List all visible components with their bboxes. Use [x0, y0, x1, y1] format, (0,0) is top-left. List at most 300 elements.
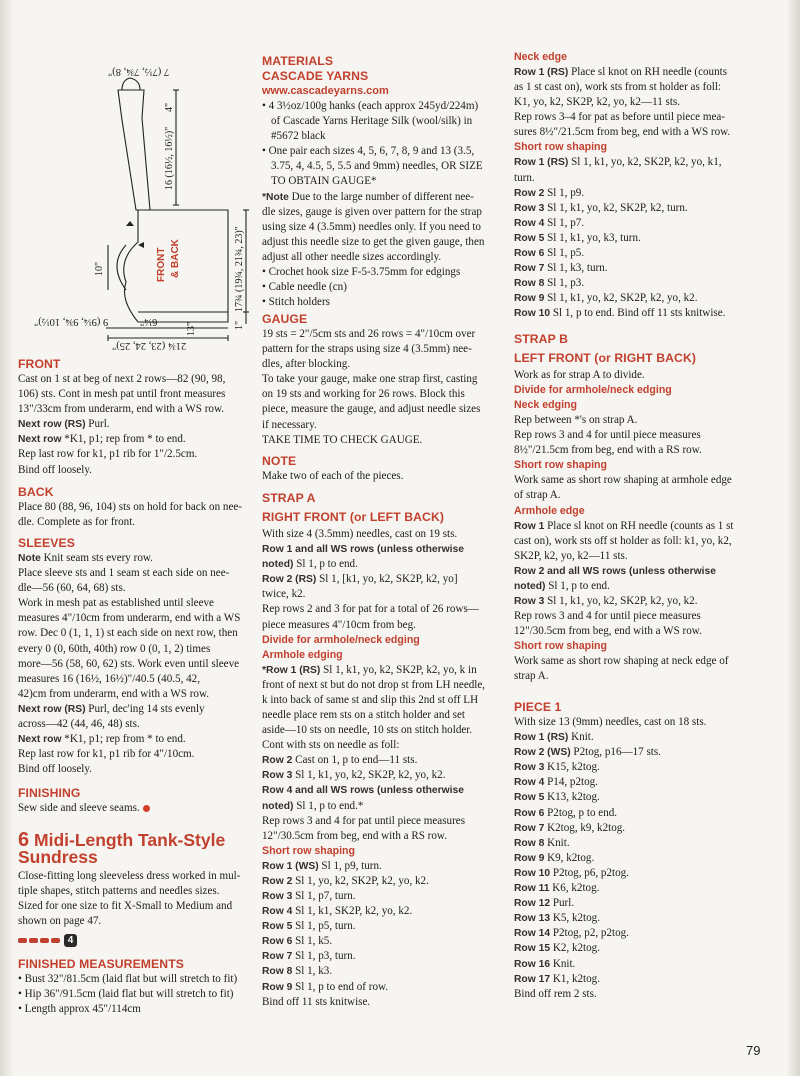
- text-line: of strap A.: [514, 489, 561, 502]
- measurement-item: • Bust 32"/81.5cm (laid flat but will stretch to fit): [18, 973, 238, 985]
- measurement-item: • Hip 36"/91.5cm (laid flat but will stretch to fit): [18, 988, 234, 1001]
- row-label: Row 8: [262, 966, 293, 978]
- row-label: Next row (RS): [18, 703, 86, 715]
- subheading-divide: Divide for armhole/neck edging: [262, 633, 420, 646]
- text-line: • Stitch holders: [262, 296, 330, 309]
- text-line: measures 16 (16½, 16½)"/40.5 (40.5, 42,: [18, 672, 201, 685]
- row-text: Place sl knot on RH needle (counts as 1 st: [544, 519, 734, 532]
- row-line: [514, 926, 752, 941]
- row-label: Row 7: [514, 263, 545, 275]
- text-line: every 0 (0, 60th, 40th) row 0 (0, 1, 2) times: [18, 642, 211, 655]
- heading-note: NOTE: [262, 454, 297, 468]
- heading-left-front: LEFT FRONT (or RIGHT BACK): [514, 351, 697, 365]
- row-line: [262, 557, 500, 572]
- row-line: [262, 874, 500, 889]
- dim-sleeve: 16 (16½, 16½)": [164, 126, 175, 190]
- text-line: #5672 black: [271, 130, 326, 143]
- text-line: To take your gauge, make one strap first, casting: [262, 373, 478, 386]
- row-label: Row 2 (WS): [514, 747, 571, 759]
- text-line: adjust all other needle sizes accordingly.: [262, 250, 442, 263]
- note-line: [262, 190, 500, 205]
- row-text: K1, k2tog.: [550, 972, 600, 985]
- skill-bar-icon: [40, 938, 49, 943]
- text-line: dle. Complete as for front.: [18, 516, 136, 529]
- row-text: K15, k2tog.: [544, 761, 600, 774]
- text-line: sures 8½"/21.5cm from beg, end with a WS row.: [514, 126, 731, 139]
- row-line: [514, 216, 752, 231]
- row-text: Sl 1, yo, k2, SK2P, k2, yo, k2.: [292, 874, 429, 887]
- text-line: dle—56 (60, 64, 68) sts.: [18, 582, 126, 595]
- skill-bar-icon: [29, 938, 38, 943]
- label-front: FRONT: [156, 247, 167, 282]
- heading-materials: MATERIALS: [262, 54, 334, 68]
- text-line: • Crochet hook size F-5-3.75mm for edgings: [262, 266, 461, 279]
- row-line: [514, 519, 752, 534]
- row-line: [262, 663, 500, 678]
- row-line: [514, 896, 752, 911]
- text-line: dles, after blocking.: [262, 358, 351, 371]
- text-line: Work in mesh pat as established until sleeve: [18, 597, 214, 610]
- section-neck-edge: [514, 50, 752, 322]
- text-line: Work same as short row shaping at neck edge of: [514, 655, 729, 668]
- row-label: Row 5: [262, 921, 293, 933]
- page-number: 79: [746, 1043, 761, 1058]
- row-label: Row 4: [514, 777, 545, 789]
- note-label: Note: [18, 553, 41, 564]
- dim-sleeve-top: 4": [164, 102, 175, 112]
- row-text: Knit.: [544, 836, 570, 849]
- row-line: [514, 760, 752, 775]
- text-line: twice, k2.: [262, 588, 306, 601]
- row-text: Sl 1, k1, yo, k2, SK2P, k2, yo, k2.: [544, 292, 698, 305]
- row-text: Sl 1, k1, yo, k2, SK2P, k2, yo, k2.: [292, 769, 446, 782]
- row-label: Row 2 (RS): [262, 574, 317, 586]
- row-text: Sl 1, p to end of row.: [292, 980, 389, 993]
- row-line: [514, 790, 752, 805]
- row-text: Knit.: [568, 731, 594, 744]
- row-line: [514, 730, 752, 745]
- row-text: Sl 1, k3.: [292, 965, 333, 978]
- row-line: [514, 261, 752, 276]
- row-line: [262, 934, 500, 949]
- row-label: Row 16: [514, 958, 551, 970]
- row-line: [262, 799, 500, 814]
- section-strap-a: [262, 489, 500, 1010]
- dim-top: 7 (7½, 7¾, 8)": [108, 66, 170, 77]
- text-line: row. Dec 0 (1, 1, 1) st each side on next row, then: [18, 627, 238, 640]
- row-label: Row 4 and all WS rows (unless otherwise: [262, 785, 464, 797]
- section-strap-b: [514, 330, 752, 685]
- text-line: Rep rows 3 and 4 for until piece measures: [514, 429, 701, 442]
- heading-right-front: RIGHT FRONT (or LEFT BACK): [262, 510, 445, 524]
- row-text: K2tog, k9, k2tog.: [544, 821, 626, 834]
- text-line: front of next st but do not drop st from LH needle,: [262, 678, 486, 691]
- subheading-short-row: Short row shaping: [262, 844, 355, 857]
- section-finishing: [18, 786, 256, 816]
- row-text: Sl 1, p5.: [544, 247, 585, 260]
- row-text: Purl.: [85, 418, 110, 431]
- row-line: [514, 579, 752, 594]
- row-label: Row 12: [514, 898, 551, 910]
- text-line: as 1 st cast on), work sts from st holder as foll:: [514, 81, 722, 94]
- row-label: noted): [262, 800, 294, 812]
- row-label: Row 1 (RS): [514, 157, 569, 169]
- row-label: Row 2: [262, 875, 293, 887]
- skill-bar-icon: [18, 938, 27, 943]
- section-note: [262, 454, 500, 484]
- row-text: Sl 1, p5, turn.: [292, 920, 356, 933]
- page-edge-right: [786, 0, 800, 1076]
- row-line: [514, 881, 752, 896]
- row-text: Sl 1, p7.: [544, 216, 585, 229]
- front-text: [18, 372, 256, 478]
- heading-back: BACK: [18, 485, 54, 499]
- text-line: piece measures 4"/10cm from beg.: [262, 618, 416, 631]
- measurement-text: Length approx 45"/114cm: [24, 1003, 141, 1016]
- dim-body: 17¾ (19¾, 21¾, 23)": [234, 226, 245, 312]
- row-label: Row 9: [514, 293, 545, 305]
- row-line: [262, 753, 500, 768]
- row-label: Row 5: [514, 792, 545, 804]
- row-line: [514, 775, 752, 790]
- row-text: Sl 1, k1, yo, k3, turn.: [544, 231, 641, 244]
- row-line: [514, 291, 752, 306]
- heading-yarn-brand: CASCADE YARNS: [262, 69, 369, 83]
- row-text: Cast on 1, p to end—11 sts.: [292, 754, 418, 767]
- row-text: *K1, p1; rep from * to end.: [61, 733, 186, 746]
- text-line: more—56 (58, 60, 62) sts. Work even until sleeve: [18, 657, 240, 670]
- row-line: [514, 836, 752, 851]
- short-row-list: [514, 186, 752, 322]
- note-text: Knit seam sts every row.: [40, 552, 153, 564]
- row-label: Next row (RS): [18, 419, 86, 431]
- short-row-list: [262, 859, 500, 995]
- row-text: Purl, dec'ing 14 sts evenly: [85, 702, 205, 715]
- section-gauge: [262, 312, 500, 448]
- text-line: • 4 3½oz/100g hanks (each approx 245yd/224m): [262, 100, 479, 112]
- text-line: across—42 (44, 46, 48) sts.: [18, 718, 140, 731]
- text-line: Rep rows 3–4 for pat as before until piece mea-: [514, 111, 726, 124]
- note-label: *Note: [262, 191, 289, 203]
- text-line: Bind off rem 2 sts.: [514, 987, 597, 1000]
- row-line: [514, 972, 752, 987]
- row-text: Sl 1, p7, turn.: [292, 889, 356, 902]
- section-sleeves: [18, 536, 256, 777]
- finishing-text: Sew side and sleeve seams.: [18, 802, 140, 814]
- row-label: Row 1 (WS): [262, 860, 319, 872]
- row-label: *Row 1 (RS): [262, 664, 321, 676]
- dim-bottom-left: 9 (9¼, 9¾, 10½)": [34, 316, 109, 327]
- row-text: K13, k2tog.: [544, 791, 600, 804]
- row-label: Row 5: [514, 232, 545, 244]
- section-measurements: [18, 957, 256, 1017]
- finishing-line: [18, 801, 256, 816]
- section-back: [18, 485, 256, 530]
- text-line: shown on page 47.: [18, 915, 102, 928]
- text-line: tiple shapes, stitch patterns and needles sizes.: [18, 885, 220, 898]
- row-label: Row 1 (RS): [514, 732, 569, 744]
- project-title-line-2: Sundress: [18, 849, 98, 866]
- row-label: Row 3: [514, 762, 545, 774]
- note-text: Due to the large number of different nee-: [288, 190, 474, 203]
- row-line: [262, 964, 500, 979]
- project-number: 6: [18, 832, 30, 849]
- row-label: Row 11: [514, 883, 550, 895]
- project-header: [18, 832, 256, 947]
- row-text: Sl 1, p to end.*: [293, 799, 364, 812]
- row-text: Sl 1, p3.: [544, 277, 585, 290]
- text-line: Rep last row for k1, p1 rib for 4"/10cm.: [18, 748, 195, 761]
- row-line: [262, 859, 500, 874]
- row-text: P2tog, p to end.: [544, 806, 618, 819]
- text-line: k into back of same st and slip this 2nd st off LH: [262, 693, 479, 706]
- row-line: [18, 702, 256, 717]
- row-line: [18, 732, 256, 747]
- piece-row-list: [514, 730, 752, 987]
- text-line: K1, yo, k2, SK2P, k2, yo, k2—11 sts.: [514, 96, 681, 109]
- measurement-item: • Length approx 45"/114cm: [18, 1003, 141, 1016]
- row-line: [262, 572, 500, 587]
- dim-rib: 1": [234, 320, 245, 330]
- dim-armhole: 10": [94, 261, 105, 276]
- row-line: [262, 919, 500, 934]
- row-label: Row 14: [514, 928, 551, 940]
- label-back: & BACK: [170, 239, 181, 278]
- row-label: Row 6: [262, 936, 293, 948]
- text-line: Rep rows 2 and 3 for pat for a total of 26 rows—: [262, 603, 479, 616]
- row-text: Sl 1, k1, yo, k2, SK2P, k2, yo, k in: [320, 663, 477, 676]
- row-text: Sl 1, p3, turn.: [292, 950, 356, 963]
- row-label: Next row: [18, 434, 62, 446]
- row-label: Row 10: [514, 867, 551, 879]
- heading-sleeves: SLEEVES: [18, 536, 75, 550]
- text-line: 12"/30.5cm from beg, end with a WS row.: [514, 625, 702, 638]
- text-line: cast on), work sts off st holder as foll: k1, yo, k2,: [514, 534, 732, 547]
- text-line: 19 sts = 2"/5cm sts and 26 rows = 4"/10cm over: [262, 328, 476, 340]
- text-line: TAKE TIME TO CHECK GAUGE.: [262, 433, 423, 446]
- row-text: P2tog, p6, p2tog.: [550, 866, 629, 879]
- subheading-divide: Divide for armhole/neck edging: [514, 384, 672, 397]
- text-line: pattern for the straps using size 4 (3.5mm) nee-: [262, 343, 472, 356]
- yarn-url: www.cascadeyarns.com: [262, 85, 389, 97]
- text-line: With size 13 (9mm) needles, cast on 18 sts.: [514, 716, 707, 728]
- row-line: [514, 306, 752, 321]
- row-text: Sl 1, k5.: [292, 935, 333, 948]
- row-text: Sl 1, [k1, yo, k2, SK2P, k2, yo]: [316, 573, 458, 586]
- row-line: [514, 594, 752, 609]
- text-line: Bind off loosely.: [18, 463, 92, 476]
- row-line: [262, 949, 500, 964]
- text-line: strap A.: [514, 670, 549, 683]
- row-line: [514, 806, 752, 821]
- row-text: Sl 1, p to end. Bind off 11 sts knitwise.: [550, 307, 726, 320]
- row-line: [262, 980, 500, 995]
- text-line: Work same as short row shaping at armhole edge: [514, 474, 732, 487]
- text-line: Close-fitting long sleeveless dress worked in mul-: [18, 870, 241, 882]
- text-line: if necessary.: [262, 418, 317, 431]
- row-text: Sl 1, p9, turn.: [318, 859, 382, 872]
- text-line: Cont with sts on needle as foll:: [262, 739, 400, 752]
- text-line: 13"/33cm from underarm, end with a WS row.: [18, 403, 225, 416]
- text-line: Sized for one size to fit X-Small to Medium and: [18, 900, 233, 913]
- row-text: Sl 1, p9.: [544, 186, 585, 199]
- dim-bottom-right: 13": [186, 321, 197, 336]
- text-line: TO OBTAIN GAUGE*: [271, 175, 377, 188]
- dim-bottom-mid: 6¼": [140, 316, 158, 327]
- text-line: • Cable needle (cn): [262, 281, 347, 294]
- page-gutter-left: [0, 0, 14, 1076]
- row-text: Sl 1, p to end.: [545, 579, 610, 592]
- text-line: Rep last row for k1, p1 rib for 1"/2.5cm.: [18, 448, 198, 461]
- subheading-short-row: Short row shaping: [514, 459, 607, 472]
- row-line: [514, 821, 752, 836]
- row-line: [18, 417, 256, 432]
- text-line: Place sleeve sts and 1 seam st each side on nee-: [18, 567, 230, 580]
- note-line: [18, 551, 256, 566]
- text-line: using size 4 (3.5mm) needles only. If you need to: [262, 220, 481, 233]
- text-line: of Cascade Yarns Heritage Silk (wool/silk) in: [271, 115, 473, 128]
- project-description: [18, 869, 256, 929]
- row-label: Row 9: [262, 981, 293, 993]
- measurement-text: Bust 32"/81.5cm (laid flat but will stretch to fit): [24, 973, 238, 985]
- text-line: 12"/30.5cm from beg, end with a RS row.: [262, 829, 447, 842]
- row-label: Row 3: [262, 890, 293, 902]
- row-text: Sl 1, p to end.: [293, 558, 358, 571]
- dim-width: 21¾ (23, 24, 25)": [112, 340, 187, 351]
- row-text: *K1, p1; rep from * to end.: [61, 433, 186, 446]
- row-label: Row 2 and all WS rows (unless otherwise: [514, 565, 716, 577]
- text-line: piece, measure the gauge, and adjust needle sizes: [262, 403, 481, 416]
- row-label: Row 1 (RS): [514, 67, 569, 78]
- row-label: Row 17: [514, 973, 551, 985]
- text-line: Rep rows 3 and 4 for pat until piece measures: [262, 814, 466, 827]
- measurement-text: Hip 36"/91.5cm (laid flat but will stretch to fit): [24, 988, 234, 1001]
- row-text: K6, k2tog.: [549, 882, 600, 895]
- text-line: Bind off loosely.: [18, 763, 92, 776]
- row-text: K2, k2tog.: [550, 942, 600, 955]
- row-line: [514, 941, 752, 956]
- row-text: K9, k2tog.: [544, 851, 595, 864]
- sweater-schematic: [34, 50, 254, 355]
- subheading-short-row: Short row shaping: [514, 640, 607, 653]
- text-line: 106) sts. Cont in mesh pat until front measures: [18, 388, 226, 401]
- row-line: [514, 65, 752, 80]
- section-front: [18, 357, 256, 478]
- row-line: [514, 866, 752, 881]
- row-text: Sl 1, k1, SK2P, k2, yo, k2.: [292, 905, 413, 918]
- text-line: aside—10 sts on needle, 10 sts on stitch holder.: [262, 724, 473, 737]
- heading-front: FRONT: [18, 357, 61, 371]
- row-label: Row 3: [514, 202, 545, 214]
- row-label: Row 3: [514, 596, 545, 608]
- skill-level-indicator: [18, 933, 256, 947]
- row-line: [514, 186, 752, 201]
- row-line: [262, 889, 500, 904]
- project-title: Midi-Length Tank-Style: [34, 832, 226, 849]
- text-line: Place 80 (88, 96, 104) sts on hold for back on nee-: [18, 501, 242, 513]
- section-piece-1: [514, 700, 752, 1002]
- subheading-armhole: Armhole edging: [262, 648, 343, 661]
- text-line: 3.75, 4, 4.5, 5, 5.5 and 9mm) needles, OR SIZE: [271, 160, 483, 173]
- row-text: P14, p2tog.: [544, 776, 598, 789]
- row-label: noted): [262, 559, 294, 571]
- row-line: [514, 911, 752, 926]
- end-bullet-icon: [143, 805, 150, 812]
- text-line: needle place rem sts on a stitch holder and set: [262, 708, 466, 721]
- row-line: [18, 432, 256, 447]
- subheading-neck-edge: Neck edge: [514, 51, 567, 63]
- row-line: [514, 231, 752, 246]
- row-label: Row 7: [262, 951, 293, 963]
- text-line: SK2P, k2, yo, k2—11 sts.: [514, 549, 628, 562]
- row-text: Purl.: [550, 897, 575, 910]
- row-line: [514, 276, 752, 291]
- row-label: Row 10: [514, 308, 551, 320]
- row-line: [514, 851, 752, 866]
- row-line: [514, 957, 752, 972]
- row-label: Next row: [18, 734, 62, 746]
- row-text: Knit.: [550, 957, 576, 970]
- row-label: Row 2: [514, 187, 545, 199]
- text-line: 8½"/21.5cm from beg, end with a RS row.: [514, 444, 702, 457]
- row-label: Row 9: [514, 852, 545, 864]
- subheading-short-row: Short row shaping: [514, 141, 607, 154]
- row-line: [514, 246, 752, 261]
- row-text: Sl 1, k1, yo, k2, SK2P, k2, turn.: [544, 201, 688, 214]
- section-materials: [262, 54, 500, 310]
- skill-bar-icon: [51, 938, 60, 943]
- text-line: Make two of each of the pieces.: [262, 470, 404, 482]
- text-line: Bind off 11 sts knitwise.: [262, 995, 371, 1008]
- project-title-line-1: [18, 832, 256, 849]
- skill-level-badge: 4: [64, 934, 77, 947]
- row-text: Sl 1, k1, yo, k2, SK2P, k2, yo, k1,: [568, 156, 722, 169]
- row-label: Row 13: [514, 913, 551, 925]
- text-line: on 19 sts and working for 26 rows. Block this: [262, 388, 465, 401]
- row-line: [514, 155, 752, 170]
- row-label: Row 8: [514, 278, 545, 290]
- row-line: [262, 904, 500, 919]
- text-line: • One pair each sizes 4, 5, 6, 7, 8, 9 and 13 (3.5,: [262, 145, 475, 158]
- heading-gauge: GAUGE: [262, 312, 308, 326]
- text-line: measures 4"/10cm from underarm, end with a WS: [18, 612, 241, 625]
- text-line: Cast on 1 st at beg of next 2 rows—82 (90, 98,: [18, 373, 226, 385]
- text-line: With size 4 (3.5mm) needles, cast on 19 sts.: [262, 528, 458, 540]
- row-line: [262, 768, 500, 783]
- row-label: noted): [514, 580, 546, 592]
- heading-strap-a: STRAP A: [262, 491, 316, 505]
- row-text: Sl 1, k3, turn.: [544, 262, 608, 275]
- text-line: Rep rows 3 and 4 for until piece measures: [514, 610, 701, 623]
- text-line: adjust this needle size to get the given gauge, then: [262, 235, 485, 248]
- row-text: P2tog, p2, p2tog.: [550, 927, 629, 940]
- text-line: turn.: [514, 171, 535, 184]
- heading-finishing: FINISHING: [18, 786, 81, 800]
- row-line: [514, 201, 752, 216]
- text-line: Work as for strap A to divide.: [514, 369, 645, 381]
- heading-piece-1: PIECE 1: [514, 700, 562, 714]
- row-text: K5, k2tog.: [550, 912, 600, 925]
- row-line: [514, 745, 752, 760]
- heading-measurements: FINISHED MEASUREMENTS: [18, 957, 184, 971]
- schematic-drawing: [78, 50, 254, 355]
- row-text: Place sl knot on RH needle (counts: [568, 66, 728, 78]
- row-label: Row 6: [514, 807, 545, 819]
- subheading-neck-edging: Neck edging: [514, 399, 577, 412]
- text-line: dle sizes, gauge is given over pattern for the strap: [262, 205, 482, 218]
- row-label: Row 4: [514, 217, 545, 229]
- subheading-armhole-edge: Armhole edge: [514, 504, 585, 517]
